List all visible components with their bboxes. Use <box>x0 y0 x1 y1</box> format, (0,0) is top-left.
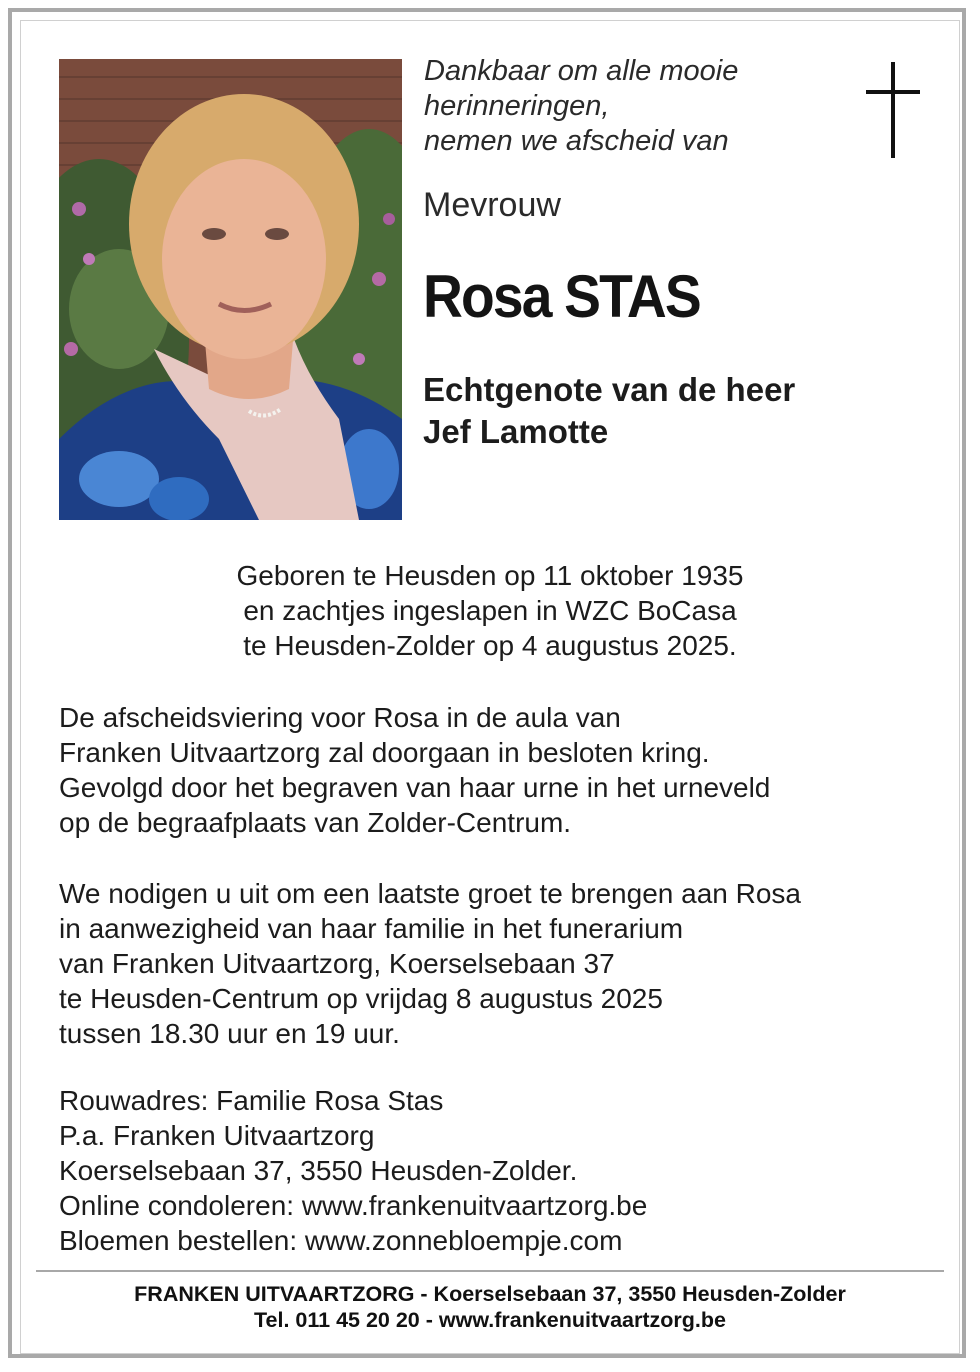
visitation-paragraph <box>59 876 801 1051</box>
ceremony-line: De afscheidsviering voor Rosa in de aula van <box>59 702 621 733</box>
intro-line: Dankbaar om alle mooie <box>424 55 739 87</box>
visitation-line: We nodigen u uit om een laatste groet te brengen aan Rosa <box>59 878 801 909</box>
intro-line: nemen we afscheid van <box>424 125 729 157</box>
contact-line: P.a. Franken Uitvaartzorg <box>59 1120 375 1151</box>
footer-address: FRANKEN UITVAARTZORG - Koerselsebaan 37, 3550 Heusden-Zolder <box>134 1282 846 1306</box>
visitation-line: te Heusden-Centrum op vrijdag 8 augustus 2025 <box>59 983 663 1014</box>
spouse-name: Jef Lamotte <box>423 413 609 450</box>
salutation: Mevrouw <box>423 186 561 224</box>
flowers-link[interactable]: Bloemen bestellen: www.zonnebloempje.com <box>59 1225 623 1256</box>
condolence-link[interactable]: Online condoleren: www.frankenuitvaartzorg.be <box>59 1190 648 1221</box>
birth-line: te Heusden-Zolder op 4 augustus 2025. <box>243 630 737 661</box>
ceremony-line: op de begraafplaats van Zolder-Centrum. <box>59 807 572 838</box>
deceased-name: Rosa STAS <box>423 263 700 330</box>
contact-paragraph <box>59 1083 647 1258</box>
visitation-line: tussen 18.30 uur en 19 uur. <box>59 1018 400 1049</box>
birth-line: en zachtjes ingeslapen in WZC BoCasa <box>243 595 737 626</box>
ceremony-paragraph <box>59 700 770 840</box>
ceremony-line: Franken Uitvaartzorg zal doorgaan in besloten kring. <box>59 737 710 768</box>
spouse-line: Echtgenote van de heer <box>423 371 796 408</box>
birth-line: Geboren te Heusden op 11 oktober 1935 <box>236 560 744 591</box>
contact-line: Koerselsebaan 37, 3550 Heusden-Zolder. <box>59 1155 578 1186</box>
spouse-info <box>423 369 795 453</box>
cross-icon <box>864 62 922 158</box>
footer-divider <box>36 1270 944 1272</box>
birth-death-info <box>40 558 940 663</box>
footer-contact[interactable]: Tel. 011 45 20 20 - www.frankenuitvaartzorg.be <box>254 1308 726 1332</box>
portrait-photo <box>59 59 402 520</box>
intro-text <box>424 54 738 159</box>
intro-line: herinneringen, <box>424 90 610 122</box>
ceremony-line: Gevolgd door het begraven van haar urne in het urneveld <box>59 772 771 803</box>
footer <box>36 1281 944 1333</box>
contact-address: Rouwadres: Familie Rosa Stas <box>59 1085 444 1116</box>
visitation-line: in aanwezigheid van haar familie in het funerarium <box>59 913 684 944</box>
visitation-line: van Franken Uitvaartzorg, Koerselsebaan 37 <box>59 948 615 979</box>
